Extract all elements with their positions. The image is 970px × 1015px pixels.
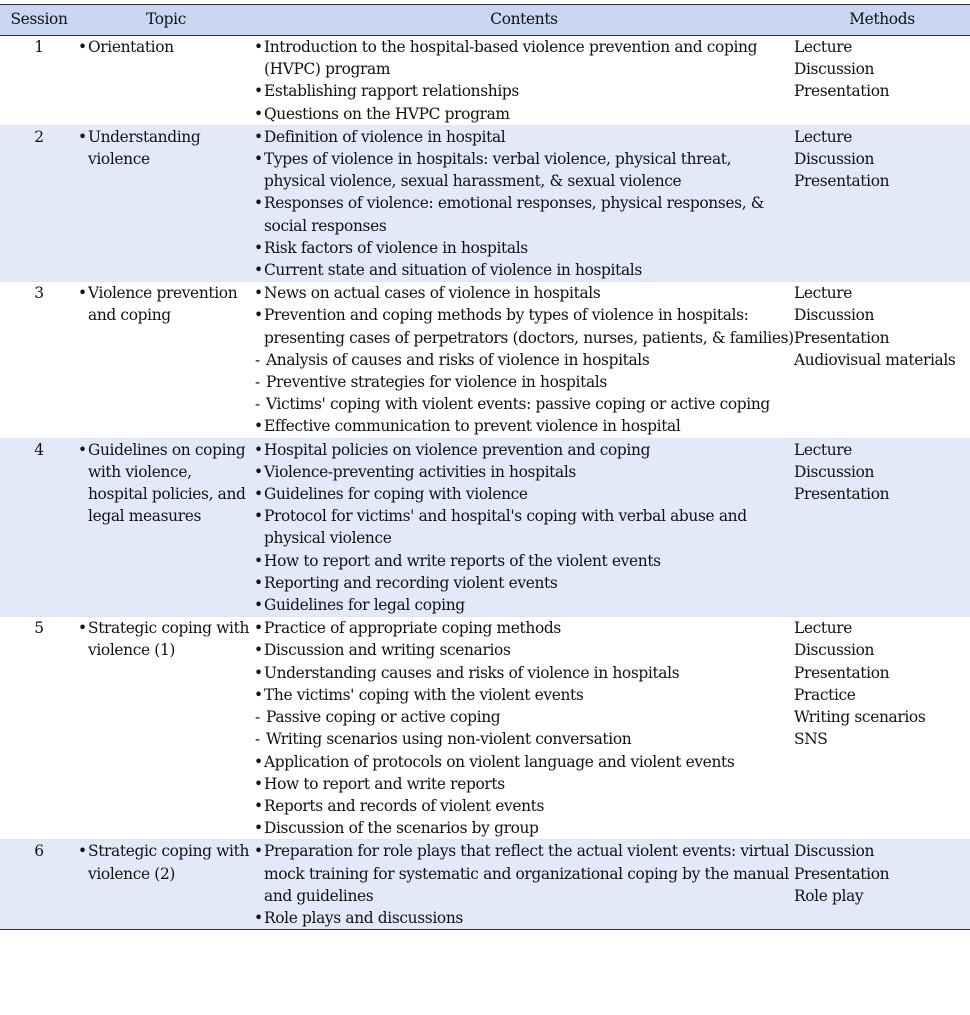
content-item: • Types of violence in hospitals: verbal violence, physical threat, physical violence, sexual harassment, & sexual violence xyxy=(254,148,794,192)
content-item: • Reporting and recording violent events xyxy=(254,572,794,594)
methods-cell xyxy=(794,282,970,438)
content-item: • Establishing rapport relationships xyxy=(254,80,794,102)
method-item: Role play xyxy=(794,886,864,905)
contents-cell xyxy=(254,438,794,617)
contents-cell xyxy=(254,840,794,930)
content-subitem-text: Passive coping or active coping xyxy=(266,708,501,727)
method-item: Audiovisual materials xyxy=(794,350,956,369)
content-item: • Questions on the HVPC program xyxy=(254,103,794,125)
method-item: Discussion xyxy=(794,150,875,169)
content-subitem-text: Victims' coping with violent events: passive coping or active coping xyxy=(266,395,770,414)
content-item: • Responses of violence: emotional responses, physical responses, & social responses xyxy=(254,192,794,236)
method-item: Lecture xyxy=(794,127,853,146)
content-item: • Guidelines for coping with violence xyxy=(254,483,794,505)
content-item: • Current state and situation of violence in hospitals xyxy=(254,259,794,281)
methods-cell xyxy=(794,617,970,840)
methods-cell xyxy=(794,125,970,281)
content-subitem-text: Analysis of causes and risks of violence in hospitals xyxy=(266,350,650,369)
method-item: Lecture xyxy=(794,440,853,459)
method-item: Lecture xyxy=(794,38,853,56)
methods-cell xyxy=(794,36,970,126)
session-table xyxy=(0,4,970,930)
session-number: 5 xyxy=(34,619,44,638)
content-item: • Preparation for role plays that reflect the actual violent events: virtual mock training for systematic and organizational coping by the manual and guidelines xyxy=(254,840,794,907)
content-item: • Role plays and discussions xyxy=(254,907,794,929)
content-subitem xyxy=(254,349,794,371)
content-item: • Discussion and writing scenarios xyxy=(254,639,794,661)
method-item: Presentation xyxy=(794,328,890,347)
method-item: Discussion xyxy=(794,641,875,660)
content-item: • The victims' coping with the violent events xyxy=(254,684,794,706)
topic-item: • Guidelines on coping with violence, hospital policies, and legal measures xyxy=(78,439,254,528)
topic-cell xyxy=(78,282,254,438)
header-contents: Contents xyxy=(254,5,794,36)
contents-cell xyxy=(254,282,794,438)
content-item: • How to report and write reports of the violent events xyxy=(254,550,794,572)
contents-cell xyxy=(254,617,794,840)
method-item: Presentation xyxy=(794,864,890,883)
topic-cell xyxy=(78,840,254,930)
method-item: Practice xyxy=(794,685,856,704)
table-row xyxy=(0,438,970,617)
method-item: Writing scenarios xyxy=(794,708,926,727)
topic-item: • Violence prevention and coping xyxy=(78,282,254,326)
content-subitem-text: Preventive strategies for violence in hospitals xyxy=(266,373,607,392)
table-row xyxy=(0,125,970,281)
contents-cell xyxy=(254,36,794,126)
method-item: Lecture xyxy=(794,619,853,638)
topic-cell xyxy=(78,125,254,281)
content-item: • Violence-preventing activities in hospitals xyxy=(254,461,794,483)
session-number: 3 xyxy=(34,284,44,303)
content-item: • Discussion of the scenarios by group xyxy=(254,817,794,839)
session-number: 4 xyxy=(34,440,44,459)
content-subitem xyxy=(254,371,794,393)
method-item: Lecture xyxy=(794,284,853,303)
method-item: Presentation xyxy=(794,82,890,101)
content-subitem xyxy=(254,728,794,750)
method-item: Presentation xyxy=(794,172,890,191)
methods-cell xyxy=(794,438,970,617)
method-item: Discussion xyxy=(794,462,875,481)
content-item: • Prevention and coping methods by types of violence in hospitals: presenting cases of perpetrators (doctors, nurses, patients, & families) xyxy=(254,304,794,348)
topic-item: • Strategic coping with violence (2) xyxy=(78,840,254,884)
content-subitem xyxy=(254,706,794,728)
content-item: • Application of protocols on violent language and violent events xyxy=(254,751,794,773)
topic-cell xyxy=(78,438,254,617)
content-item: • Introduction to the hospital-based violence prevention and coping (HVPC) program xyxy=(254,36,794,80)
header-methods: Methods xyxy=(794,5,970,36)
table-row xyxy=(0,840,970,930)
session-number: 1 xyxy=(34,38,44,56)
method-item: Presentation xyxy=(794,663,890,682)
content-item: • Understanding causes and risks of violence in hospitals xyxy=(254,662,794,684)
content-item: • How to report and write reports xyxy=(254,773,794,795)
table-row xyxy=(0,617,970,840)
content-subitem xyxy=(254,393,794,415)
session-number: 6 xyxy=(34,842,44,861)
header-row xyxy=(0,5,970,36)
method-item: Presentation xyxy=(794,485,890,504)
topic-item: • Understanding violence xyxy=(78,126,254,170)
content-item: • Definition of violence in hospital xyxy=(254,126,794,148)
content-item: • Risk factors of violence in hospitals xyxy=(254,237,794,259)
table-row xyxy=(0,36,970,126)
topic-item: • Strategic coping with violence (1) xyxy=(78,617,254,661)
method-item: SNS xyxy=(794,730,828,749)
content-item: • Reports and records of violent events xyxy=(254,795,794,817)
header-session: Session xyxy=(0,5,78,36)
topic-cell xyxy=(78,617,254,840)
topic-item: • Orientation xyxy=(78,36,254,58)
content-item: • Hospital policies on violence prevention and coping xyxy=(254,439,794,461)
content-subitem-text: Writing scenarios using non-violent conversation xyxy=(266,730,632,749)
method-item: Discussion xyxy=(794,60,875,79)
table-row xyxy=(0,282,970,438)
header-topic: Topic xyxy=(78,5,254,36)
methods-cell xyxy=(794,840,970,930)
content-item: • Practice of appropriate coping methods xyxy=(254,617,794,639)
content-item: • Guidelines for legal coping xyxy=(254,594,794,616)
content-item: • News on actual cases of violence in hospitals xyxy=(254,282,794,304)
method-item: Discussion xyxy=(794,306,875,325)
content-item: • Effective communication to prevent violence in hospital xyxy=(254,415,794,437)
session-number: 2 xyxy=(34,127,44,146)
content-item: • Protocol for victims' and hospital's coping with verbal abuse and physical violence xyxy=(254,505,794,549)
table-body xyxy=(0,36,970,930)
method-item: Discussion xyxy=(794,842,875,861)
topic-cell xyxy=(78,36,254,126)
contents-cell xyxy=(254,125,794,281)
